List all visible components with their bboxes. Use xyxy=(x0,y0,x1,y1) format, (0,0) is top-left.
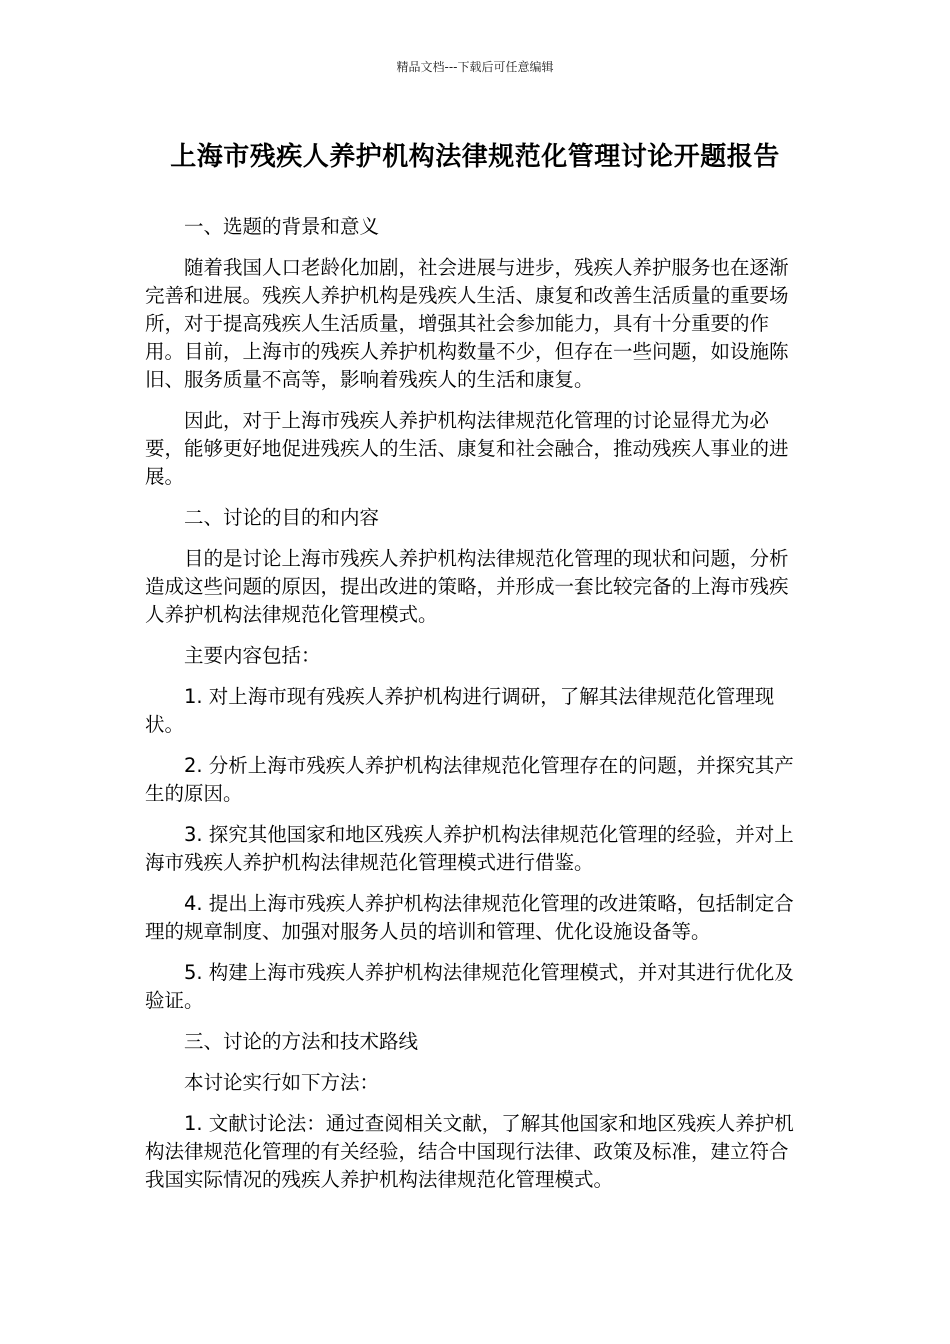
list-item: 1. 文献讨论法：通过查阅相关文献，了解其他国家和地区残疾人养护机构法律规范化管理的有关经验，结合中国现行法律、政策及标准，建立符合我国实际情况的残疾人养护机构法律规范化管理模式。 xyxy=(145,1112,794,1191)
paragraph: 主要内容包括： xyxy=(184,644,321,667)
document-body xyxy=(145,213,805,1207)
header-note: 精品文档---下载后可任意编辑 xyxy=(396,60,554,74)
list-item: 3. 探究其他国家和地区残疾人养护机构法律规范化管理的经验，并对上海市残疾人养护机构法律规范化管理模式进行借鉴。 xyxy=(145,823,794,874)
list-item: 1. 对上海市现有残疾人养护机构进行调研，了解其法律规范化管理现状。 xyxy=(145,685,775,736)
paragraph: 随着我国人口老龄化加剧，社会进展与进步，残疾人养护服务也在逐渐完善和进展。残疾人养护机构是残疾人生活、康复和改善生活质量的重要场所，对于提高残疾人生活质量，增强其社会参加能力，具有十分重要的作用。目前，上海市的残疾人养护机构数量不少，但存在一些问题，如设施陈旧、服务质量不高等，影响着残疾人的生活和康复。 xyxy=(145,256,789,391)
section-heading-background: 一、选题的背景和意义 xyxy=(184,215,380,238)
paragraph: 目的是讨论上海市残疾人养护机构法律规范化管理的现状和问题，分析造成这些问题的原因，提出改进的策略，并形成一套比较完备的上海市残疾人养护机构法律规范化管理模式。 xyxy=(145,547,789,626)
list-item: 4. 提出上海市残疾人养护机构法律规范化管理的改进策略，包括制定合理的规章制度、加强对服务人员的培训和管理、优化设施设备等。 xyxy=(145,892,794,943)
section-heading-purpose: 二、讨论的目的和内容 xyxy=(184,506,380,529)
section-heading-methods: 三、讨论的方法和技术路线 xyxy=(184,1030,419,1053)
document-title: 上海市残疾人养护机构法律规范化管理讨论开题报告 xyxy=(170,142,780,172)
paragraph: 本讨论实行如下方法： xyxy=(184,1071,380,1094)
paragraph: 因此，对于上海市残疾人养护机构法律规范化管理的讨论显得尤为必要，能够更好地促进残疾人的生活、康复和社会融合，推动残疾人事业的进展。 xyxy=(145,409,789,488)
list-item: 5. 构建上海市残疾人养护机构法律规范化管理模式，并对其进行优化及验证。 xyxy=(145,961,794,1012)
list-item: 2. 分析上海市残疾人养护机构法律规范化管理存在的问题，并探究其产生的原因。 xyxy=(145,754,794,805)
